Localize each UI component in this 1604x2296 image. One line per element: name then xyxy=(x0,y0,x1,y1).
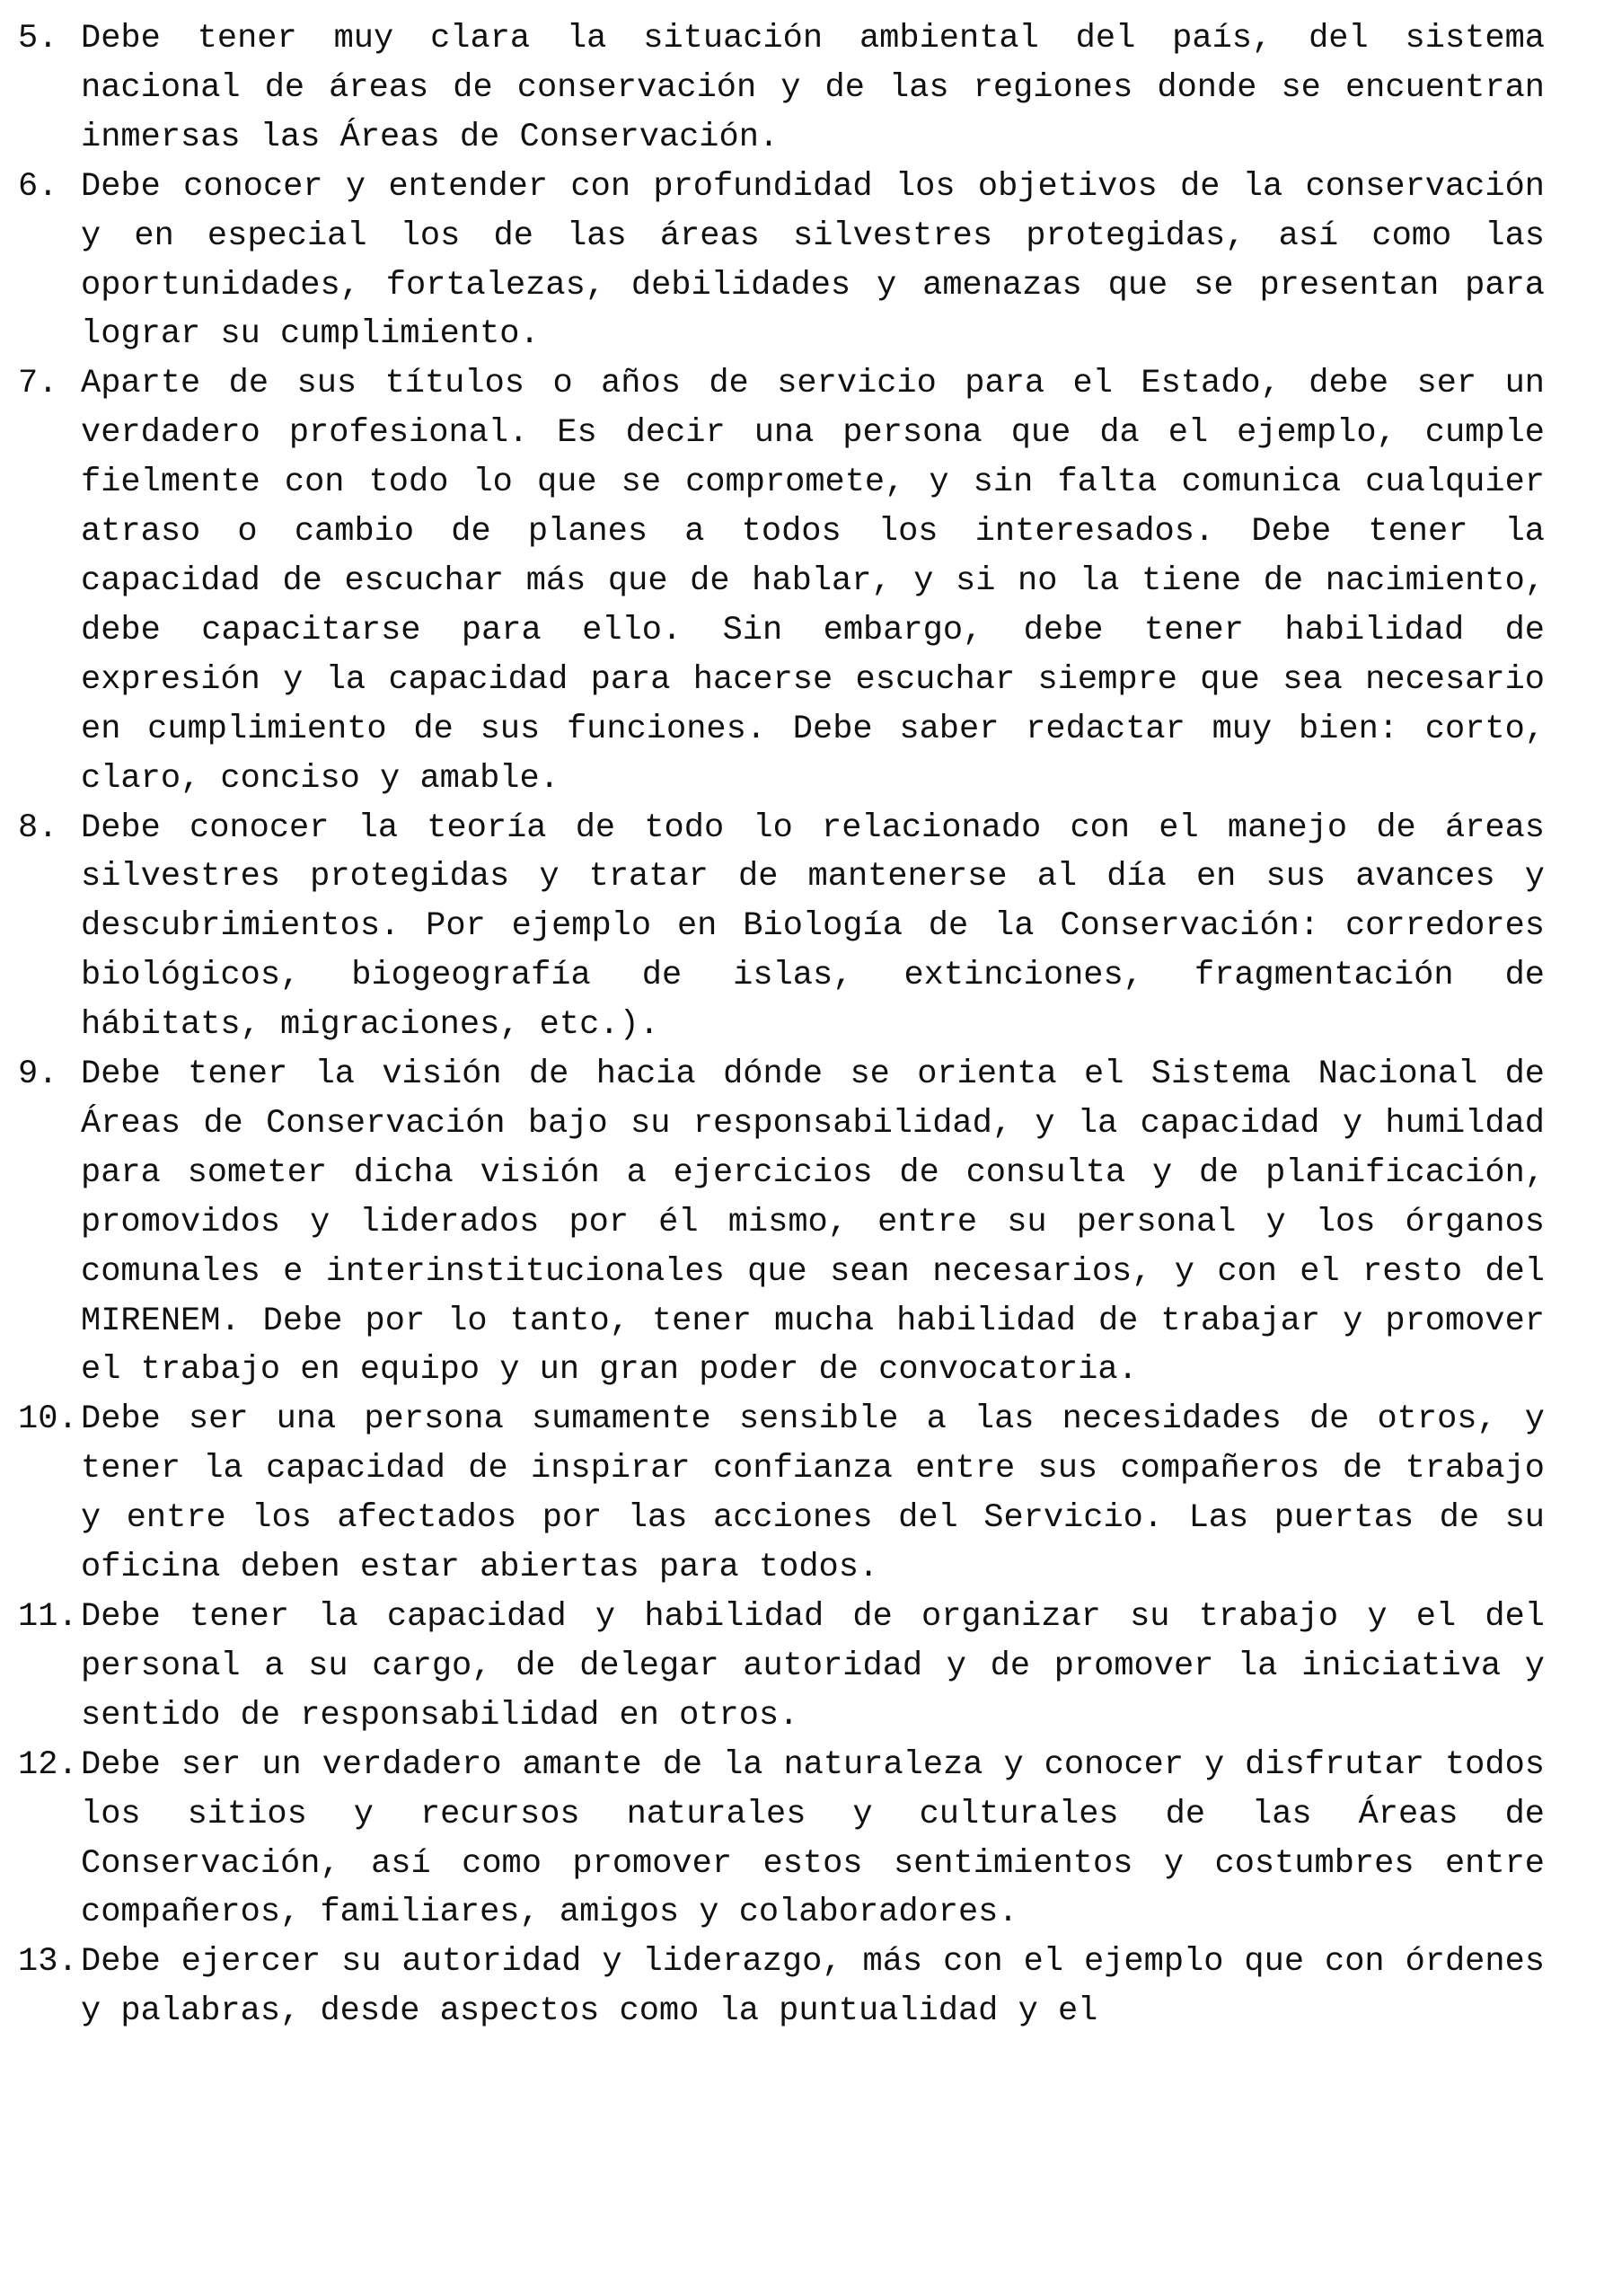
list-item xyxy=(18,163,1545,360)
item-text: Debe ser una persona sumamente sensible a las necesidades de otros, y tener la capacidad de inspirar confianza entre sus compañeros de trabajo y entre los afectados por las acciones del Servicio. Las puertas de su oficina deben estar abiertas para todos. xyxy=(81,1400,1545,1587)
item-text: Debe tener la capacidad y habilidad de organizar su trabajo y el del personal a su cargo, de delegar autoridad y de promover la iniciativa y sentido de responsabilidad en otros. xyxy=(81,1598,1545,1735)
list-item xyxy=(18,359,1545,803)
item-number: 9. xyxy=(18,1055,58,1094)
list-item xyxy=(18,1593,1545,1741)
item-text: Debe tener muy clara la situación ambiental del país, del sistema nacional de áreas de conservación y de las regiones donde se encuentran inmersas las Áreas de Conservación. xyxy=(81,20,1545,156)
list-item xyxy=(18,1395,1545,1593)
item-text: Debe conocer y entender con profundidad los objetivos de la conservación y en especial los de las áreas silvestres protegidas, así como las oportunidades, fortalezas, debilidades y amenazas que se presentan para lograr su cumplimiento. xyxy=(81,167,1545,354)
item-number: 12. xyxy=(18,1745,78,1784)
item-text: Debe ejercer su autoridad y liderazgo, más con el ejemplo que con órdenes y palabras, desde aspectos como la puntualidad y el xyxy=(81,1943,1545,2031)
list-item xyxy=(18,1050,1545,1395)
item-number: 10. xyxy=(18,1400,78,1439)
item-number: 5. xyxy=(18,20,58,57)
item-text: Aparte de sus títulos o años de servicio para el Estado, debe ser un verdadero profesional. Es decir una persona que da el ejemplo, cumple fielmente con todo lo que se compromete, y sin falta comunica cualquier atraso o cambio de planes a todos los interesados. Debe tener la capacidad de escuchar más que de hablar, y si no la tiene de nacimiento, debe capacitarse para ello. Sin embargo, debe tener habilidad de expresión y la capacidad para hacerse escuchar siempre que sea necesario en cumplimiento de sus funciones. Debe saber redactar muy bien: corto, claro, conciso y amable. xyxy=(81,365,1545,798)
item-number: 6. xyxy=(18,167,58,206)
item-text: Debe tener la visión de hacia dónde se orienta el Sistema Nacional de Áreas de Conservación bajo su responsabilidad, y la capacidad y humildad para someter dicha visión a ejercicios de consulta y de planificación, promovidos y liderados por él mismo, entre su personal y los órganos comunales e interinstitucionales que sean necesarios, y con el resto del MIRENEM. Debe por lo tanto, tener mucha habilidad de trabajar y promover el trabajo en equipo y un gran poder de convocatoria. xyxy=(81,1055,1545,1390)
list-item xyxy=(18,1741,1545,1938)
item-number: 13. xyxy=(18,1943,78,1982)
list-item xyxy=(18,1938,1545,2036)
item-number: 11. xyxy=(18,1598,78,1636)
item-number: 7. xyxy=(18,365,58,403)
requirements-list xyxy=(18,14,1545,2036)
item-text: Debe ser un verdadero amante de la naturaleza y conocer y disfrutar todos los sitios y recursos naturales y culturales de las Áreas de Conservación, así como promover estos sentimientos y costumbres entre compañeros, familiares, amigos y colaboradores. xyxy=(81,1745,1545,1932)
item-number: 8. xyxy=(18,808,58,847)
list-item xyxy=(18,14,1545,163)
list-item xyxy=(18,804,1545,1051)
item-text: Debe conocer la teoría de todo lo relacionado con el manejo de áreas silvestres protegidas y tratar de mantenerse al día en sus avances y descubrimientos. Por ejemplo en Biología de la Conservación: corredores biológicos, biogeografía de islas, extinciones, fragmentación de hábitats, migraciones, etc.). xyxy=(81,808,1545,1045)
